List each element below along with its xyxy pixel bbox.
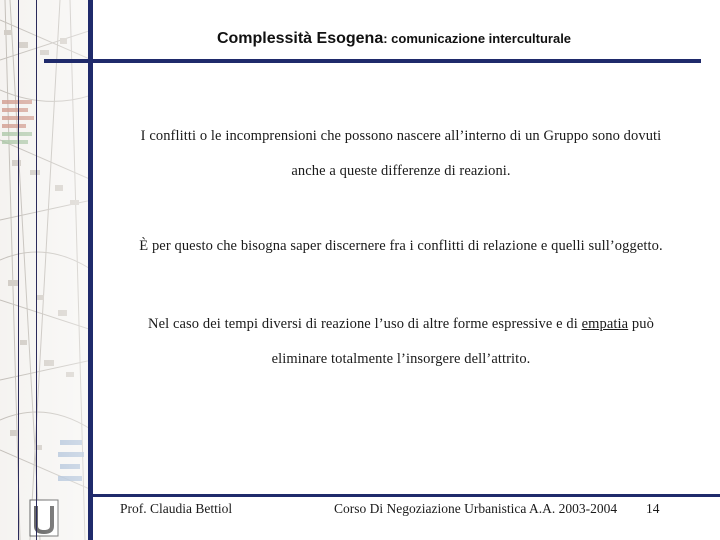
paragraph-2: È per questo che bisogna saper discernere fra i conflitti di relazione e quelli sull’oggetto. [139,238,663,254]
paragraph-1-line-1: I conflitti o le incomprensioni che possono nascere all’interno di un Gruppo sono dovuti [140,128,662,144]
paragraph-3-line-2: eliminare totalmente l’insorgere dell’attrito. [271,351,531,367]
footer-author: Prof. Claudia Bettiol [120,501,233,516]
paragraph-3-text-before: Nel caso dei tempi diversi di reazione l’uso di altre forme espressive e di [148,316,582,332]
slide-title-subtitle: : comunicazione interculturale [383,31,572,46]
page-number: 14 [646,501,660,516]
footer-divider [92,494,720,497]
decorative-map-strip [0,0,92,540]
paragraph-1-line-2: anche a queste differenze di reazioni. [291,163,511,179]
empatia-link[interactable]: empatia [581,316,629,332]
title-underline-bar [44,59,701,63]
map-fade-overlay [0,0,92,540]
slide-title-main: Complessità Esogena [216,30,384,47]
paragraph-3-text-after: può [628,316,654,332]
decorative-vertical-line [36,0,37,540]
footer-course: Corso Di Negoziazione Urbanistica A.A. 2003-2004 [334,501,618,516]
paragraph-3-line-1 [112,316,690,333]
decorative-vertical-line [18,0,19,540]
slide-title [92,24,696,54]
decorative-vertical-bar [88,0,93,540]
